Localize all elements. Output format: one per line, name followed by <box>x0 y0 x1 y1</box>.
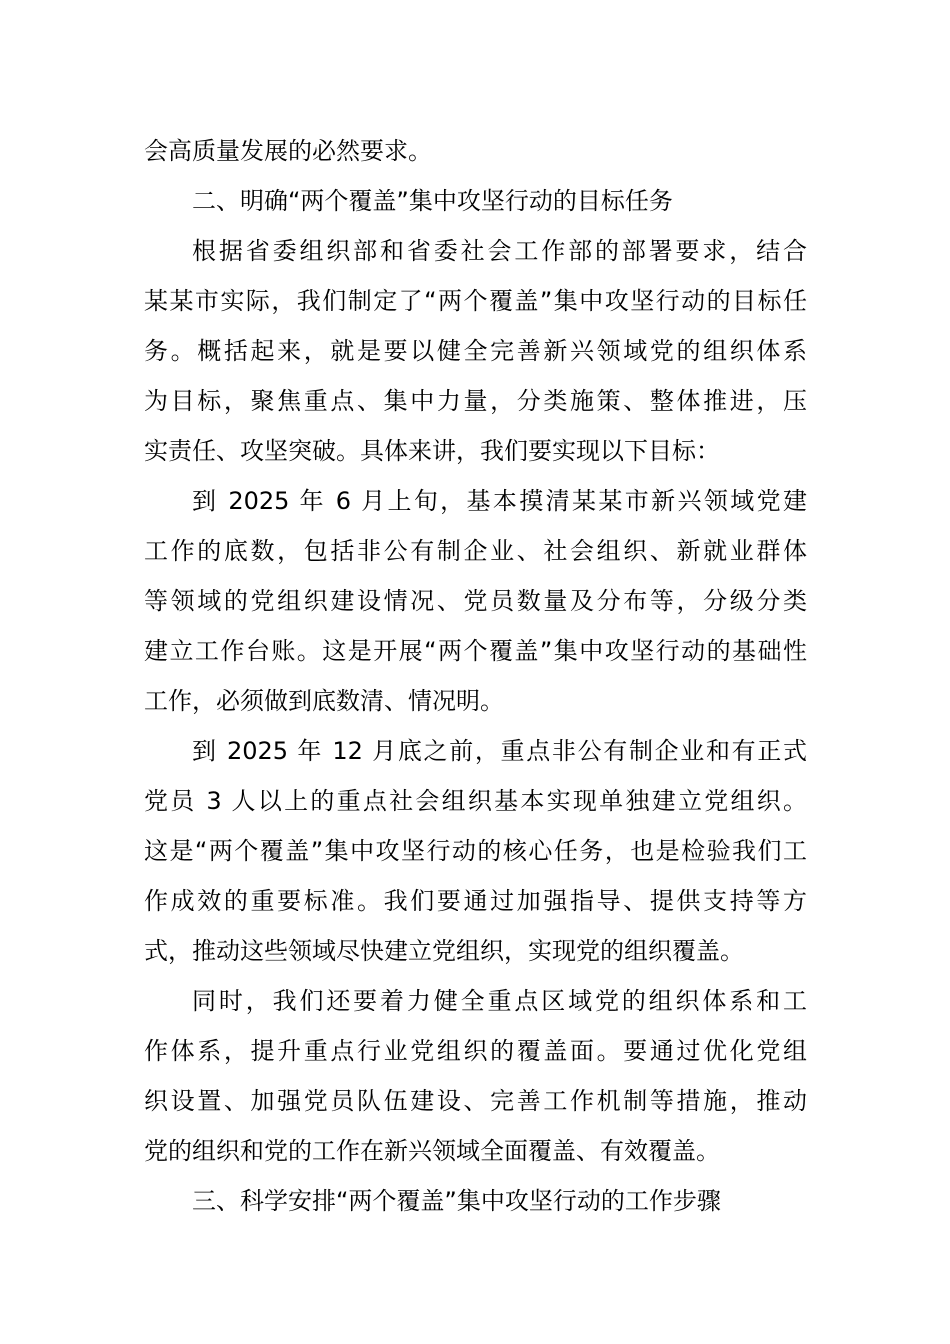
paragraph-line: 作体系，提升重点行业党组织的覆盖面。要通过优化党组 <box>144 1037 807 1065</box>
paragraph-line: 务。概括起来，就是要以健全完善新兴领域党的组织体系 <box>144 337 807 365</box>
paragraph-line: 党的组织和党的工作在新兴领域全面覆盖、有效覆盖。 <box>144 1137 720 1165</box>
paragraph-line: 建立工作台账。这是开展“两个覆盖”集中攻坚行动的基础性 <box>144 637 807 665</box>
paragraph-line: 同时，我们还要着力健全重点区域党的组织体系和工 <box>192 987 807 1015</box>
paragraph-line: 某某市实际，我们制定了“两个覆盖”集中攻坚行动的目标任 <box>144 287 807 315</box>
paragraph-line: 到 2025 年 12 月底之前，重点非公有制企业和有正式 <box>192 737 807 765</box>
paragraph-line: 等领域的党组织建设情况、党员数量及分布等，分级分类 <box>144 587 807 615</box>
paragraph-line: 式，推动这些领域尽快建立党组织，实现党的组织覆盖。 <box>144 937 744 965</box>
section-heading-3: 三、科学安排“两个覆盖”集中攻坚行动的工作步骤 <box>192 1187 721 1215</box>
section-heading-2: 二、明确“两个覆盖”集中攻坚行动的目标任务 <box>192 187 673 215</box>
paragraph-line: 织设置、加强党员队伍建设、完善工作机制等措施，推动 <box>144 1087 807 1115</box>
paragraph-line: 根据省委组织部和省委社会工作部的部署要求，结合 <box>192 237 807 265</box>
paragraph-line: 工作，必须做到底数清、情况明。 <box>144 687 504 715</box>
paragraph-line: 会高质量发展的必然要求。 <box>144 137 432 165</box>
paragraph-line: 到 2025 年 6 月上旬，基本摸清某某市新兴领域党建 <box>192 487 807 515</box>
paragraph-line: 这是“两个覆盖”集中攻坚行动的核心任务，也是检验我们工 <box>144 837 807 865</box>
paragraph-line: 为目标，聚焦重点、集中力量，分类施策、整体推进，压 <box>144 387 807 415</box>
paragraph-line: 工作的底数，包括非公有制企业、社会组织、新就业群体 <box>144 537 807 565</box>
document-page <box>144 126 807 1226</box>
paragraph-line: 实责任、攻坚突破。具体来讲，我们要实现以下目标： <box>144 437 720 465</box>
paragraph-line: 党员 3 人以上的重点社会组织基本实现单独建立党组织。 <box>144 787 807 815</box>
paragraph-line: 作成效的重要标准。我们要通过加强指导、提供支持等方 <box>144 887 807 915</box>
